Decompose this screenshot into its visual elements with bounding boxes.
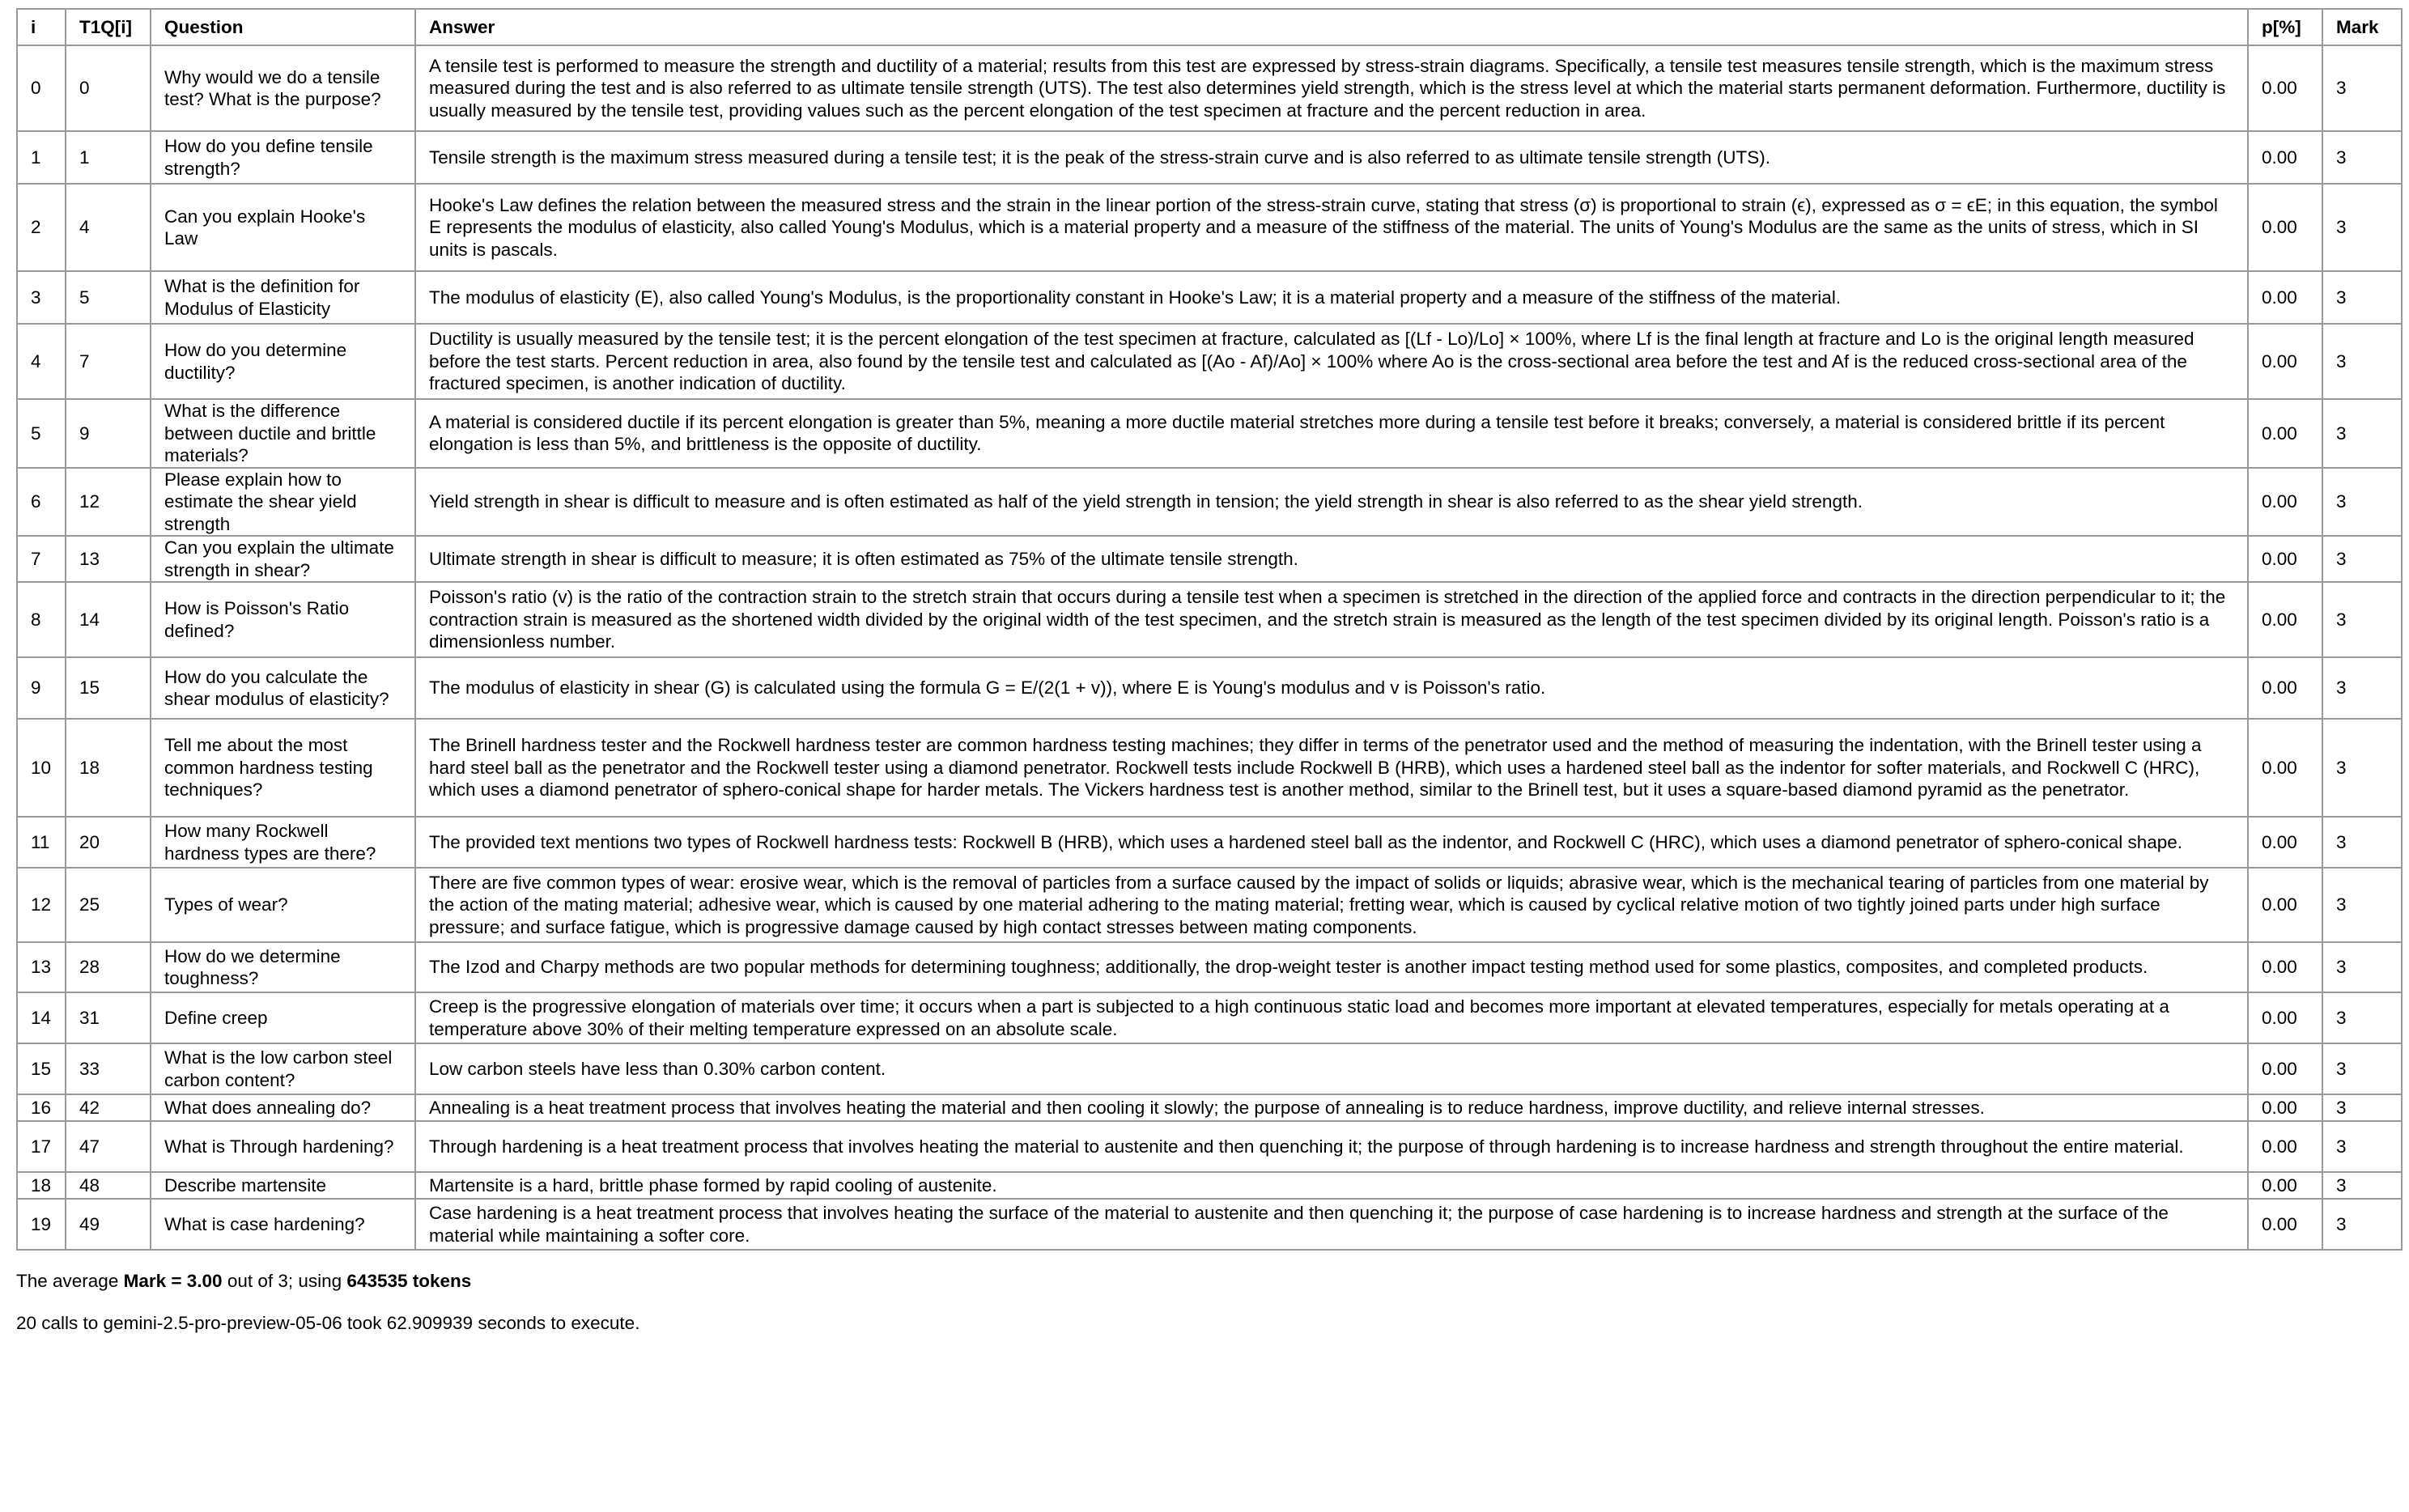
- row-t1q-index: 15: [66, 657, 151, 719]
- row-index: 15: [17, 1043, 66, 1094]
- row-mark: 3: [2322, 1199, 2402, 1250]
- row-index: 4: [17, 324, 66, 399]
- row-t1q-index: 0: [66, 45, 151, 131]
- row-percent: 0.00: [2248, 1172, 2322, 1199]
- row-mark: 3: [2322, 1094, 2402, 1121]
- row-percent: 0.00: [2248, 399, 2322, 468]
- row-question: How do we determine toughness?: [151, 942, 415, 992]
- row-percent: 0.00: [2248, 582, 2322, 657]
- row-mark: 3: [2322, 131, 2402, 184]
- row-mark: 3: [2322, 719, 2402, 817]
- row-index: 3: [17, 271, 66, 324]
- row-t1q-index: 18: [66, 719, 151, 817]
- table-row: [17, 399, 2402, 468]
- row-mark: 3: [2322, 271, 2402, 324]
- table-row: [17, 719, 2402, 817]
- row-answer: There are five common types of wear: erosive wear, which is the removal of particles from a surface caused by the impact of solids or liquids; abrasive wear, which is the mechanical tearing of particles from one material by the action of the mating material; adhesive wear, which is caused by one material adhering to the mating material; fretting wear, which is caused by cyclical relative motion of two tightly joined parts under high surface pressure; and surface fatigue, which is progressive damage caused by high contact stresses between mating components.: [415, 868, 2248, 942]
- table-row: [17, 1043, 2402, 1094]
- row-question: Can you explain Hooke's Law: [151, 184, 415, 271]
- row-mark: 3: [2322, 1121, 2402, 1172]
- row-question: How do you calculate the shear modulus of elasticity?: [151, 657, 415, 719]
- row-mark: 3: [2322, 817, 2402, 868]
- row-question: What is the definition for Modulus of Elasticity: [151, 271, 415, 324]
- row-percent: 0.00: [2248, 271, 2322, 324]
- row-index: 10: [17, 719, 66, 817]
- row-answer: The Izod and Charpy methods are two popular methods for determining toughness; additionally, the drop-weight tester is another impact testing method used for some plastics, composites, and completed products.: [415, 942, 2248, 992]
- row-answer: Creep is the progressive elongation of materials over time; it occurs when a part is subjected to a high continuous static load and becomes more important at elevated temperatures, especially for metals operating at a temperature above 30% of their melting temperature expressed on an absolute scale.: [415, 992, 2248, 1043]
- column-header-question: Question: [151, 9, 415, 45]
- row-question: What is Through hardening?: [151, 1121, 415, 1172]
- row-percent: 0.00: [2248, 719, 2322, 817]
- row-answer: A material is considered ductile if its percent elongation is greater than 5%, meaning a more ductile material stretches more during a tensile test before it breaks; conversely, a material is considered brittle if its percent elongation is less than 5%, and brittleness is the opposite of ductility.: [415, 399, 2248, 468]
- row-t1q-index: 4: [66, 184, 151, 271]
- row-question: What is the low carbon steel carbon content?: [151, 1043, 415, 1094]
- row-question: Types of wear?: [151, 868, 415, 942]
- column-header-percent: p[%]: [2248, 9, 2322, 45]
- row-answer: Hooke's Law defines the relation between the measured stress and the strain in the linear portion of the stress-strain curve, stating that stress (σ) is proportional to strain (ϵ), expressed as σ = ϵE; in this equation, the symbol E represents the modulus of elasticity, also called Young's Modulus, which is a material property and a measure of the stiffness of the material. The units of Young's Modulus are the same as the units of stress, which in SI units is pascals.: [415, 184, 2248, 271]
- row-t1q-index: 7: [66, 324, 151, 399]
- table-row: [17, 324, 2402, 399]
- row-mark: 3: [2322, 1172, 2402, 1199]
- row-index: 5: [17, 399, 66, 468]
- row-t1q-index: 12: [66, 468, 151, 537]
- row-mark: 3: [2322, 1043, 2402, 1094]
- row-t1q-index: 5: [66, 271, 151, 324]
- row-answer: Case hardening is a heat treatment process that involves heating the surface of the material to austenite and then quenching it; the purpose of case hardening is to increase hardness and strength at the surface of the material while maintaining a softer core.: [415, 1199, 2248, 1250]
- results-table: [16, 8, 2403, 1251]
- table-row: [17, 184, 2402, 271]
- row-index: 17: [17, 1121, 66, 1172]
- row-t1q-index: 47: [66, 1121, 151, 1172]
- row-percent: 0.00: [2248, 868, 2322, 942]
- row-question: Define creep: [151, 992, 415, 1043]
- row-t1q-index: 14: [66, 582, 151, 657]
- row-t1q-index: 1: [66, 131, 151, 184]
- row-percent: 0.00: [2248, 1043, 2322, 1094]
- row-question: How many Rockwell hardness types are there?: [151, 817, 415, 868]
- row-percent: 0.00: [2248, 942, 2322, 992]
- row-answer: Yield strength in shear is difficult to measure and is often estimated as half of the yield strength in tension; the yield strength in shear is also referred to as the shear yield strength.: [415, 468, 2248, 537]
- row-t1q-index: 31: [66, 992, 151, 1043]
- table-row: [17, 271, 2402, 324]
- row-t1q-index: 25: [66, 868, 151, 942]
- row-answer: The modulus of elasticity in shear (G) is calculated using the formula G = E/(2(1 + v)), where E is Young's modulus and v is Poisson's ratio.: [415, 657, 2248, 719]
- row-index: 2: [17, 184, 66, 271]
- row-answer: Through hardening is a heat treatment process that involves heating the material to austenite and then quenching it; the purpose of through hardening is to increase hardness and strength throughout the entire material.: [415, 1121, 2248, 1172]
- row-question: Can you explain the ultimate strength in shear?: [151, 536, 415, 582]
- row-t1q-index: 20: [66, 817, 151, 868]
- row-answer: The modulus of elasticity (E), also called Young's Modulus, is the proportionality constant in Hooke's Law; it is a material property and a measure of the stiffness of the material.: [415, 271, 2248, 324]
- row-question: What is the difference between ductile and brittle materials?: [151, 399, 415, 468]
- row-question: What is case hardening?: [151, 1199, 415, 1250]
- row-question: Tell me about the most common hardness testing techniques?: [151, 719, 415, 817]
- table-row: [17, 817, 2402, 868]
- table-header-row: [17, 9, 2402, 45]
- row-question: What does annealing do?: [151, 1094, 415, 1121]
- row-index: 12: [17, 868, 66, 942]
- summary-tokens: 643535 tokens: [346, 1271, 472, 1291]
- table-row: [17, 868, 2402, 942]
- execution-time-summary: 20 calls to gemini-2.5-pro-preview-05-06 took 62.909939 seconds to execute.: [16, 1313, 640, 1333]
- row-index: 13: [17, 942, 66, 992]
- summary-mark-value: Mark = 3.00: [123, 1271, 223, 1291]
- table-row: [17, 468, 2402, 537]
- row-percent: 0.00: [2248, 1121, 2322, 1172]
- row-mark: 3: [2322, 868, 2402, 942]
- row-percent: 0.00: [2248, 324, 2322, 399]
- row-index: 19: [17, 1199, 66, 1250]
- row-index: 8: [17, 582, 66, 657]
- row-percent: 0.00: [2248, 1199, 2322, 1250]
- row-index: 11: [17, 817, 66, 868]
- row-t1q-index: 42: [66, 1094, 151, 1121]
- row-index: 0: [17, 45, 66, 131]
- row-mark: 3: [2322, 184, 2402, 271]
- row-answer: Martensite is a hard, brittle phase formed by rapid cooling of austenite.: [415, 1172, 2248, 1199]
- row-answer: Annealing is a heat treatment process that involves heating the material and then cooling it slowly; the purpose of annealing is to reduce hardness, improve ductility, and relieve internal stresses.: [415, 1094, 2248, 1121]
- row-answer: Ultimate strength in shear is difficult to measure; it is often estimated as 75% of the ultimate tensile strength.: [415, 536, 2248, 582]
- table-row: [17, 992, 2402, 1043]
- row-question: How do you determine ductility?: [151, 324, 415, 399]
- row-index: 14: [17, 992, 66, 1043]
- row-percent: 0.00: [2248, 184, 2322, 271]
- row-t1q-index: 28: [66, 942, 151, 992]
- row-percent: 0.00: [2248, 992, 2322, 1043]
- row-answer: Tensile strength is the maximum stress measured during a tensile test; it is the peak of the stress-strain curve and is also referred to as ultimate tensile strength (UTS).: [415, 131, 2248, 184]
- row-percent: 0.00: [2248, 1094, 2322, 1121]
- row-mark: 3: [2322, 324, 2402, 399]
- row-mark: 3: [2322, 468, 2402, 537]
- table-row: [17, 582, 2402, 657]
- row-t1q-index: 13: [66, 536, 151, 582]
- row-t1q-index: 33: [66, 1043, 151, 1094]
- row-question: Why would we do a tensile test? What is the purpose?: [151, 45, 415, 131]
- row-question: Describe martensite: [151, 1172, 415, 1199]
- row-answer: Low carbon steels have less than 0.30% carbon content.: [415, 1043, 2248, 1094]
- row-index: 18: [17, 1172, 66, 1199]
- row-mark: 3: [2322, 582, 2402, 657]
- row-mark: 3: [2322, 657, 2402, 719]
- table-row: [17, 942, 2402, 992]
- row-mark: 3: [2322, 536, 2402, 582]
- table-row: [17, 536, 2402, 582]
- row-index: 9: [17, 657, 66, 719]
- average-mark-summary: [16, 1270, 471, 1293]
- row-question: How do you define tensile strength?: [151, 131, 415, 184]
- row-mark: 3: [2322, 992, 2402, 1043]
- row-t1q-index: 9: [66, 399, 151, 468]
- row-answer: Poisson's ratio (v) is the ratio of the contraction strain to the stretch strain that occurs during a tensile test when a specimen is stretched in the direction of the applied force and contracts in the direction perpendicular to it; the contraction strain is measured as the shortened width divided by the original width of the test specimen, and the stretch strain is measured as the length of the test specimen divided by its original length. Poisson's ratio is a dimensionless number.: [415, 582, 2248, 657]
- row-answer: The Brinell hardness tester and the Rockwell hardness tester are common hardness testing machines; they differ in terms of the penetrator used and the method of measuring the indentation, with the Brinell tester using a hard steel ball as the penetrator and the Rockwell tester using a diamond penetrator. Rockwell tests include Rockwell B (HRB), which uses a hardened steel ball as the indentor for softer materials, and Rockwell C (HRC), which uses a diamond penetrator of sphero-conical shape for harder metals. The Vickers hardness test is another method, similar to the Brinell test, but it uses a square-based diamond pyramid as the penetrator.: [415, 719, 2248, 817]
- row-percent: 0.00: [2248, 45, 2322, 131]
- row-index: 16: [17, 1094, 66, 1121]
- row-question: How is Poisson's Ratio defined?: [151, 582, 415, 657]
- row-mark: 3: [2322, 45, 2402, 131]
- row-index: 7: [17, 536, 66, 582]
- row-percent: 0.00: [2248, 657, 2322, 719]
- row-percent: 0.00: [2248, 536, 2322, 582]
- row-answer: A tensile test is performed to measure the strength and ductility of a material; results from this test are expressed by stress-strain diagrams. Specifically, a tensile test measures tensile strength, which is the maximum stress measured during the test and is also referred to as ultimate tensile strength (UTS). The test also determines yield strength, which is the stress level at which the material starts permanent deformation. Furthermore, ductility is usually measured by the tensile test, providing values such as the percent elongation of the test specimen at fracture and the percent reduction in area.: [415, 45, 2248, 131]
- table-row: [17, 1094, 2402, 1121]
- table-row: [17, 45, 2402, 131]
- summary-middle: out of 3; using: [222, 1271, 347, 1291]
- row-mark: 3: [2322, 942, 2402, 992]
- table-row: [17, 131, 2402, 184]
- row-t1q-index: 48: [66, 1172, 151, 1199]
- table-row: [17, 1172, 2402, 1199]
- row-percent: 0.00: [2248, 817, 2322, 868]
- row-index: 6: [17, 468, 66, 537]
- column-header-t1q: T1Q[i]: [66, 9, 151, 45]
- column-header-mark: Mark: [2322, 9, 2402, 45]
- row-answer: Ductility is usually measured by the tensile test; it is the percent elongation of the test specimen at fracture, calculated as [(Lf - Lo)/Lo] × 100%, where Lf is the final length at fracture and Lo is the original length measured before the test starts. Percent reduction in area, also found by the tensile test and calculated as [(Ao - Af)/Ao] × 100% where Ao is the cross-sectional area before the test and Af is the reduced cross-sectional area of the fractured specimen, is another indication of ductility.: [415, 324, 2248, 399]
- row-percent: 0.00: [2248, 468, 2322, 537]
- table-row: [17, 657, 2402, 719]
- row-index: 1: [17, 131, 66, 184]
- row-question: Please explain how to estimate the shear yield strength: [151, 468, 415, 537]
- row-t1q-index: 49: [66, 1199, 151, 1250]
- row-percent: 0.00: [2248, 131, 2322, 184]
- table-row: [17, 1121, 2402, 1172]
- summary-prefix: The average: [16, 1271, 124, 1291]
- column-header-answer: Answer: [415, 9, 2248, 45]
- table-row: [17, 1199, 2402, 1250]
- row-answer: The provided text mentions two types of Rockwell hardness tests: Rockwell B (HRB), which uses a hardened steel ball as the indentor, and Rockwell C (HRC), which uses a diamond penetrator of sphero-conical shape.: [415, 817, 2248, 868]
- column-header-i: i: [17, 9, 66, 45]
- row-mark: 3: [2322, 399, 2402, 468]
- results-page: [16, 8, 2401, 1251]
